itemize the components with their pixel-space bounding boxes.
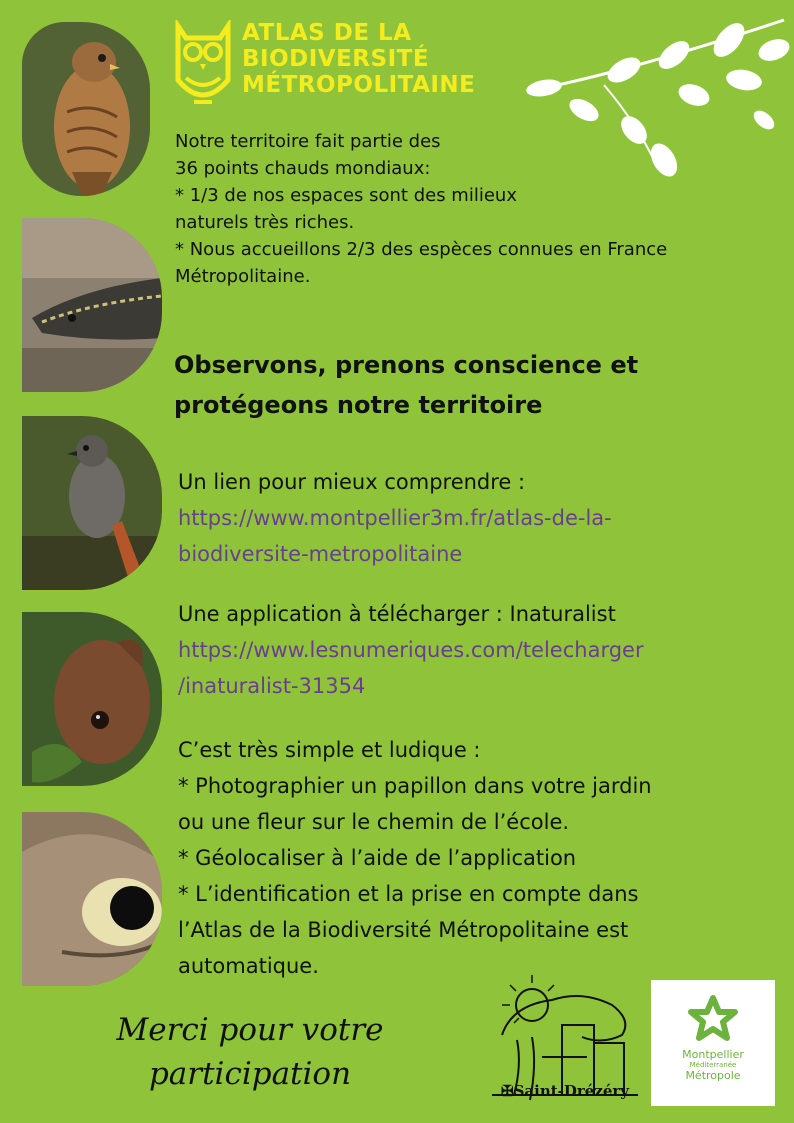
atlas-logo (172, 20, 475, 106)
thank-you-text (40, 1008, 460, 1096)
atlas-link-line2[interactable]: biodiversite-metropolitaine (178, 542, 463, 566)
logo-line3: MÉTROPOLITAINE (242, 72, 476, 98)
instruction-line: * Géolocaliser à l’aide de l’application (178, 846, 577, 870)
instruction-line: automatique. (178, 954, 319, 978)
headline-line2: protégeons notre territoire (174, 391, 543, 419)
lizard-photo (22, 218, 162, 392)
atlas-link-line1[interactable]: https://www.montpellier3m.fr/atlas-de-la- (178, 506, 612, 530)
instruction-line: ou une fleur sur le chemin de l’école. (178, 810, 570, 834)
squirrel-photo (22, 612, 162, 786)
instruction-line: * Photographier un papillon dans votre jardin (178, 774, 652, 798)
metro-line1: Montpellier (682, 1048, 744, 1061)
intro-line: Notre territoire fait partie des (175, 131, 441, 152)
logo-line2: BIODIVERSITÉ (242, 46, 430, 72)
intro-text (175, 128, 775, 290)
inaturalist-link-line2[interactable]: /inaturalist-31354 (178, 674, 366, 698)
atlas-link[interactable] (178, 500, 778, 572)
block1-label: Un lien pour mieux comprendre : (178, 470, 526, 494)
village-name: ✠Saint-Drézéry (500, 1082, 630, 1100)
owl-icon (172, 20, 234, 106)
cross-icon: ✠ (500, 1082, 514, 1100)
link-block-atlas (178, 464, 778, 572)
instruction-line: l’Atlas de la Biodiversité Métropolitaine est (178, 918, 629, 942)
thank-you-line2: participation (148, 1056, 352, 1092)
intro-line: 36 points chauds mondiaux: (175, 158, 431, 179)
inaturalist-link-line1[interactable]: https://www.lesnumeriques.com/telecharger (178, 638, 644, 662)
metropole-logo (651, 980, 775, 1106)
block2-label: Une application à télécharger : Inaturalist (178, 602, 616, 626)
instructions-block (178, 732, 778, 984)
inaturalist-link[interactable] (178, 632, 778, 704)
thank-you-line1: Merci pour votre (116, 1012, 384, 1048)
kestrel-photo (22, 22, 150, 196)
headline (174, 345, 774, 425)
headline-line1: Observons, prenons conscience et (174, 351, 639, 379)
metro-line2: Méditerranée (689, 1061, 737, 1069)
metro-line3: Métropole (685, 1069, 741, 1082)
intro-line: Métropolitaine. (175, 266, 311, 287)
logo-line1: ATLAS DE LA (242, 20, 412, 46)
link-block-inaturalist (178, 596, 778, 704)
intro-line: * Nous accueillons 2/3 des espèces connues en France (175, 239, 668, 260)
intro-line: naturels très riches. (175, 212, 355, 233)
instruction-line: C’est très simple et ludique : (178, 738, 481, 762)
star-flower-icon (685, 994, 741, 1042)
redstart-photo (22, 416, 162, 590)
instruction-line: * L’identification et la prise en compte dans (178, 882, 639, 906)
intro-line: * 1/3 de nos espaces sont des milieux (175, 185, 517, 206)
eye-photo (22, 812, 162, 986)
